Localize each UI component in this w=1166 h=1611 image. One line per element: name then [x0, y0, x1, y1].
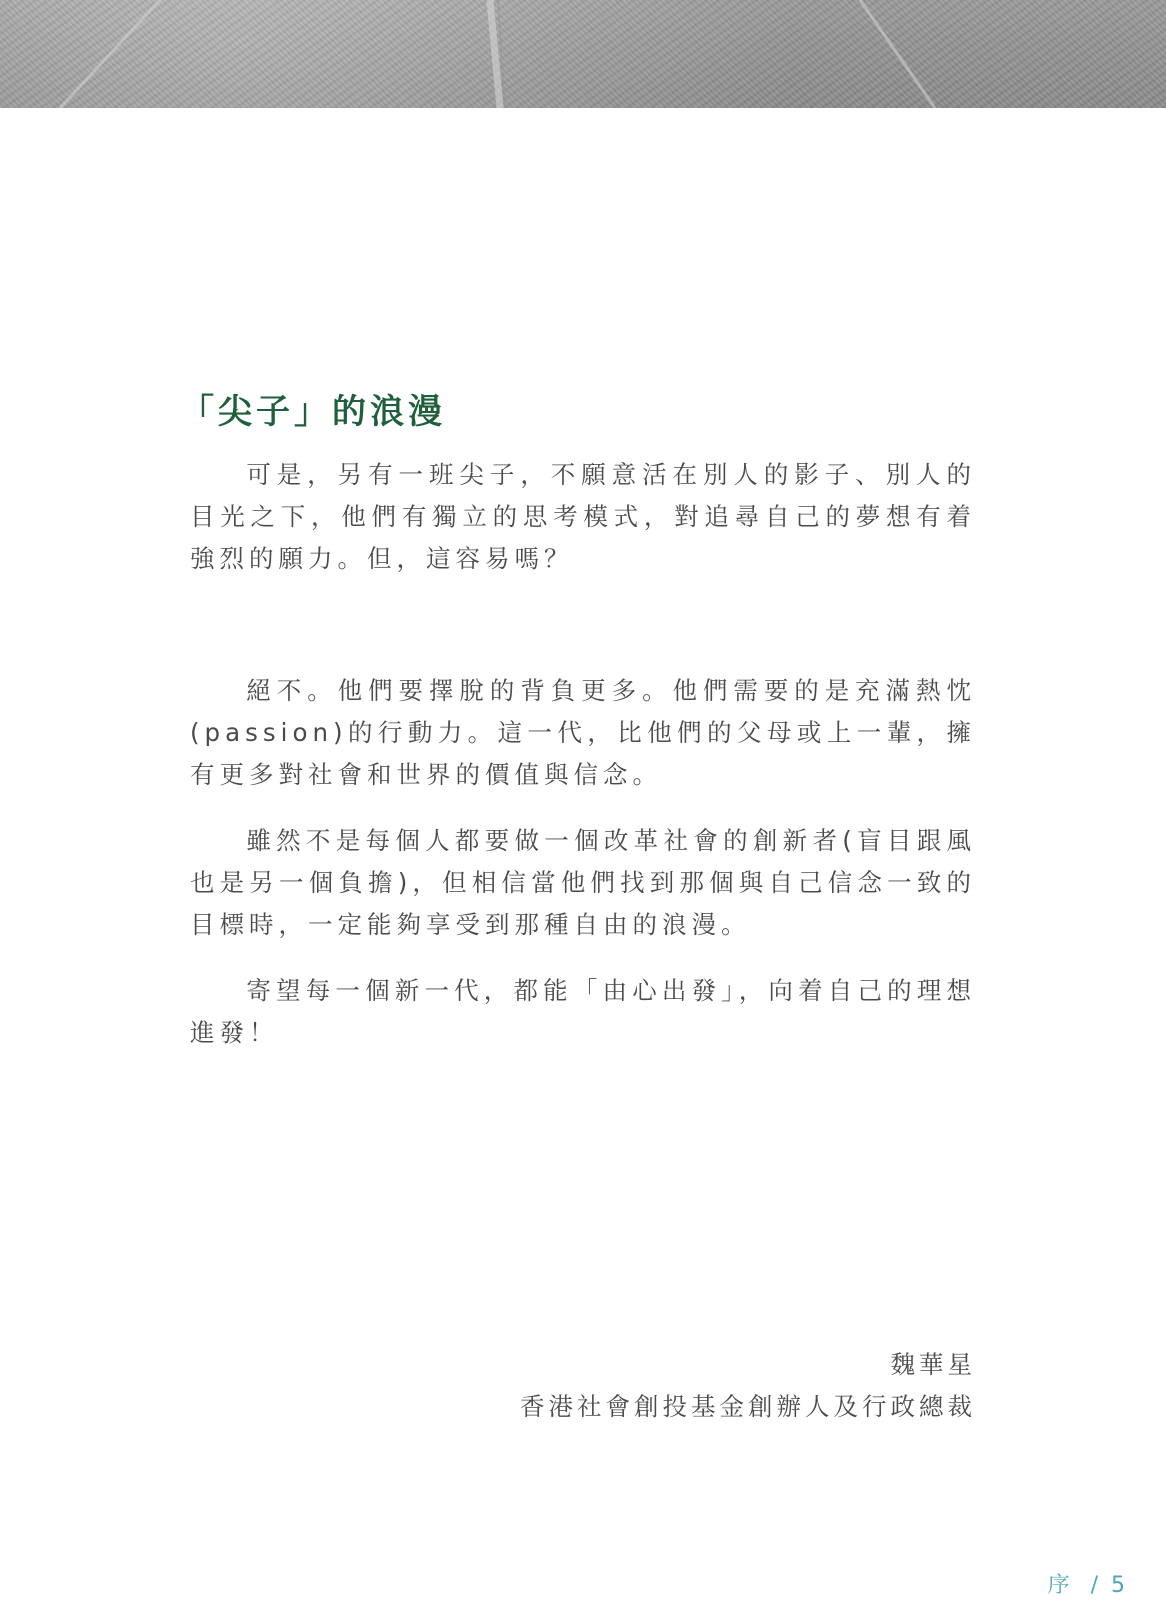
page-separator: / — [1090, 1573, 1101, 1598]
road-texture-graphic — [0, 0, 1166, 108]
signature-block — [520, 1344, 976, 1428]
section-title: 「尖子」的浪漫 — [180, 392, 446, 432]
page-number: 5 — [1111, 1573, 1128, 1598]
article-body — [180, 392, 976, 1054]
paragraph-1: 可是，另有一班尖子，不願意活在別人的影子、別人的目光之下，他們有獨立的思考模式，對追尋自己的夢想有着強烈的願力。但，這容易嗎？ — [190, 460, 976, 573]
page-footer — [1048, 1568, 1128, 1599]
signature-name: 魏華星 — [890, 1350, 976, 1379]
paragraph-3: 雖然不是每個人都要做一個改革社會的創新者(盲目跟風也是另一個負擔)，但相信當他們找到那個與自己信念一致的目標時，一定能夠享受到那種自由的浪漫。 — [190, 826, 976, 939]
paragraph-2: 絕不。他們要擇脫的背負更多。他們需要的是充滿熱忱(passion)的行動力。這一代，比他們的父母或上一輩，擁有更多對社會和世界的價值與信念。 — [190, 676, 976, 789]
header-road-photo — [0, 0, 1166, 108]
paragraph-4: 寄望每一個新一代，都能「由心出發」，向着自己的理想進發！ — [190, 976, 976, 1047]
signature-title: 香港社會創投基金創辦人及行政總裁 — [520, 1392, 976, 1421]
section-label: 序 — [1047, 1573, 1073, 1598]
